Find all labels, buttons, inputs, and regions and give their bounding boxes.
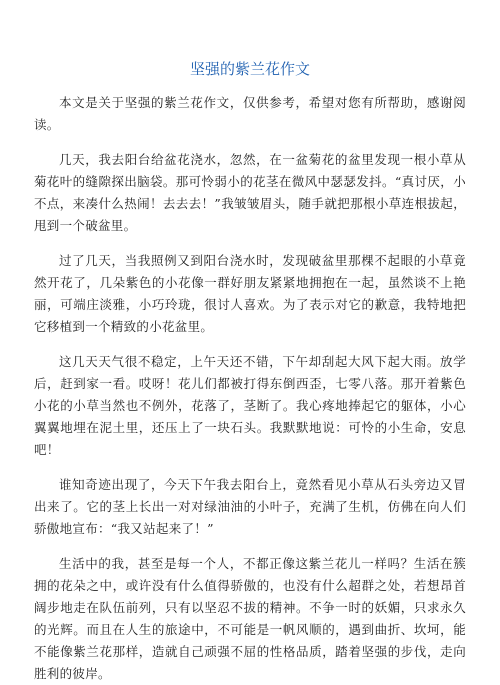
article-paragraph: 这几天天气很不稳定，上午天还不错，下午却刮起大风下起大雨。放学后，赶到家一看。哎呀！花儿们都被打得东倒西歪，七零八落。那开着紫色小花的小草当然也不例外，花落了，茎断了。我心疼地捧起它的躯体，小心翼翼地埋在泥土里，还压上了一块石头。我默默地说：可怜的小生命，安息吧！ xyxy=(34,354,466,457)
article-paragraph: 谁知奇迹出现了，今天下午我去阳台上，竟然看见小草从石头旁边又冒出来了。它的茎上长出一对对绿油油的小叶子，充满了生机，仿佛在向人们骄傲地宣布：“我又站起来了！” xyxy=(34,477,466,536)
article-paragraph: 生活中的我，甚至是每一个人，不都正像这紫兰花儿一样吗？生活在簇拥的花朵之中，或许没有什么值得骄傲的，也没有什么超群之处，若想昂首阔步地走在队伍前列，只有以坚忍不拔的精神。不争一时的妖媚，只求永久的光辉。而且在人生的旅途中，不可能是一帆风顺的，遇到曲折、坎坷，能不能像紫兰花那样，造就自己顽强不屈的性格品质，踏着坚强的步伐，走向胜利的彼岸。 xyxy=(34,556,466,681)
article-paragraph: 过了几天，当我照例又到阳台浇水时，发现破盆里那棵不起眼的小草竟然开花了，几朵紫色的小花像一群好朋友紧紧地拥抱在一起，虽然谈不上艳丽，可端庄淡雅，小巧玲珑，很讨人喜欢。为了表示对它的歉意，我特地把它移植到一个精致的小花盆里。 xyxy=(34,253,466,334)
article-paragraph: 几天，我去阳台给盆花浇水，忽然，在一盆菊花的盆里发现一根小草从菊花叶的缝隙探出脑袋。那可怜弱小的花茎在微风中瑟瑟发抖。“真讨厌，小不点，来凑什么热闹！去去去！”我皱皱眉头，随手就把那根小草连根拔起，甩到一个破盆里。 xyxy=(34,152,466,233)
article-title: 坚强的紫兰花作文 xyxy=(189,60,310,78)
article-paragraph-intro: 本文是关于坚强的紫兰花作文，仅供参考，希望对您有所帮助，感谢阅读。 xyxy=(34,95,466,132)
